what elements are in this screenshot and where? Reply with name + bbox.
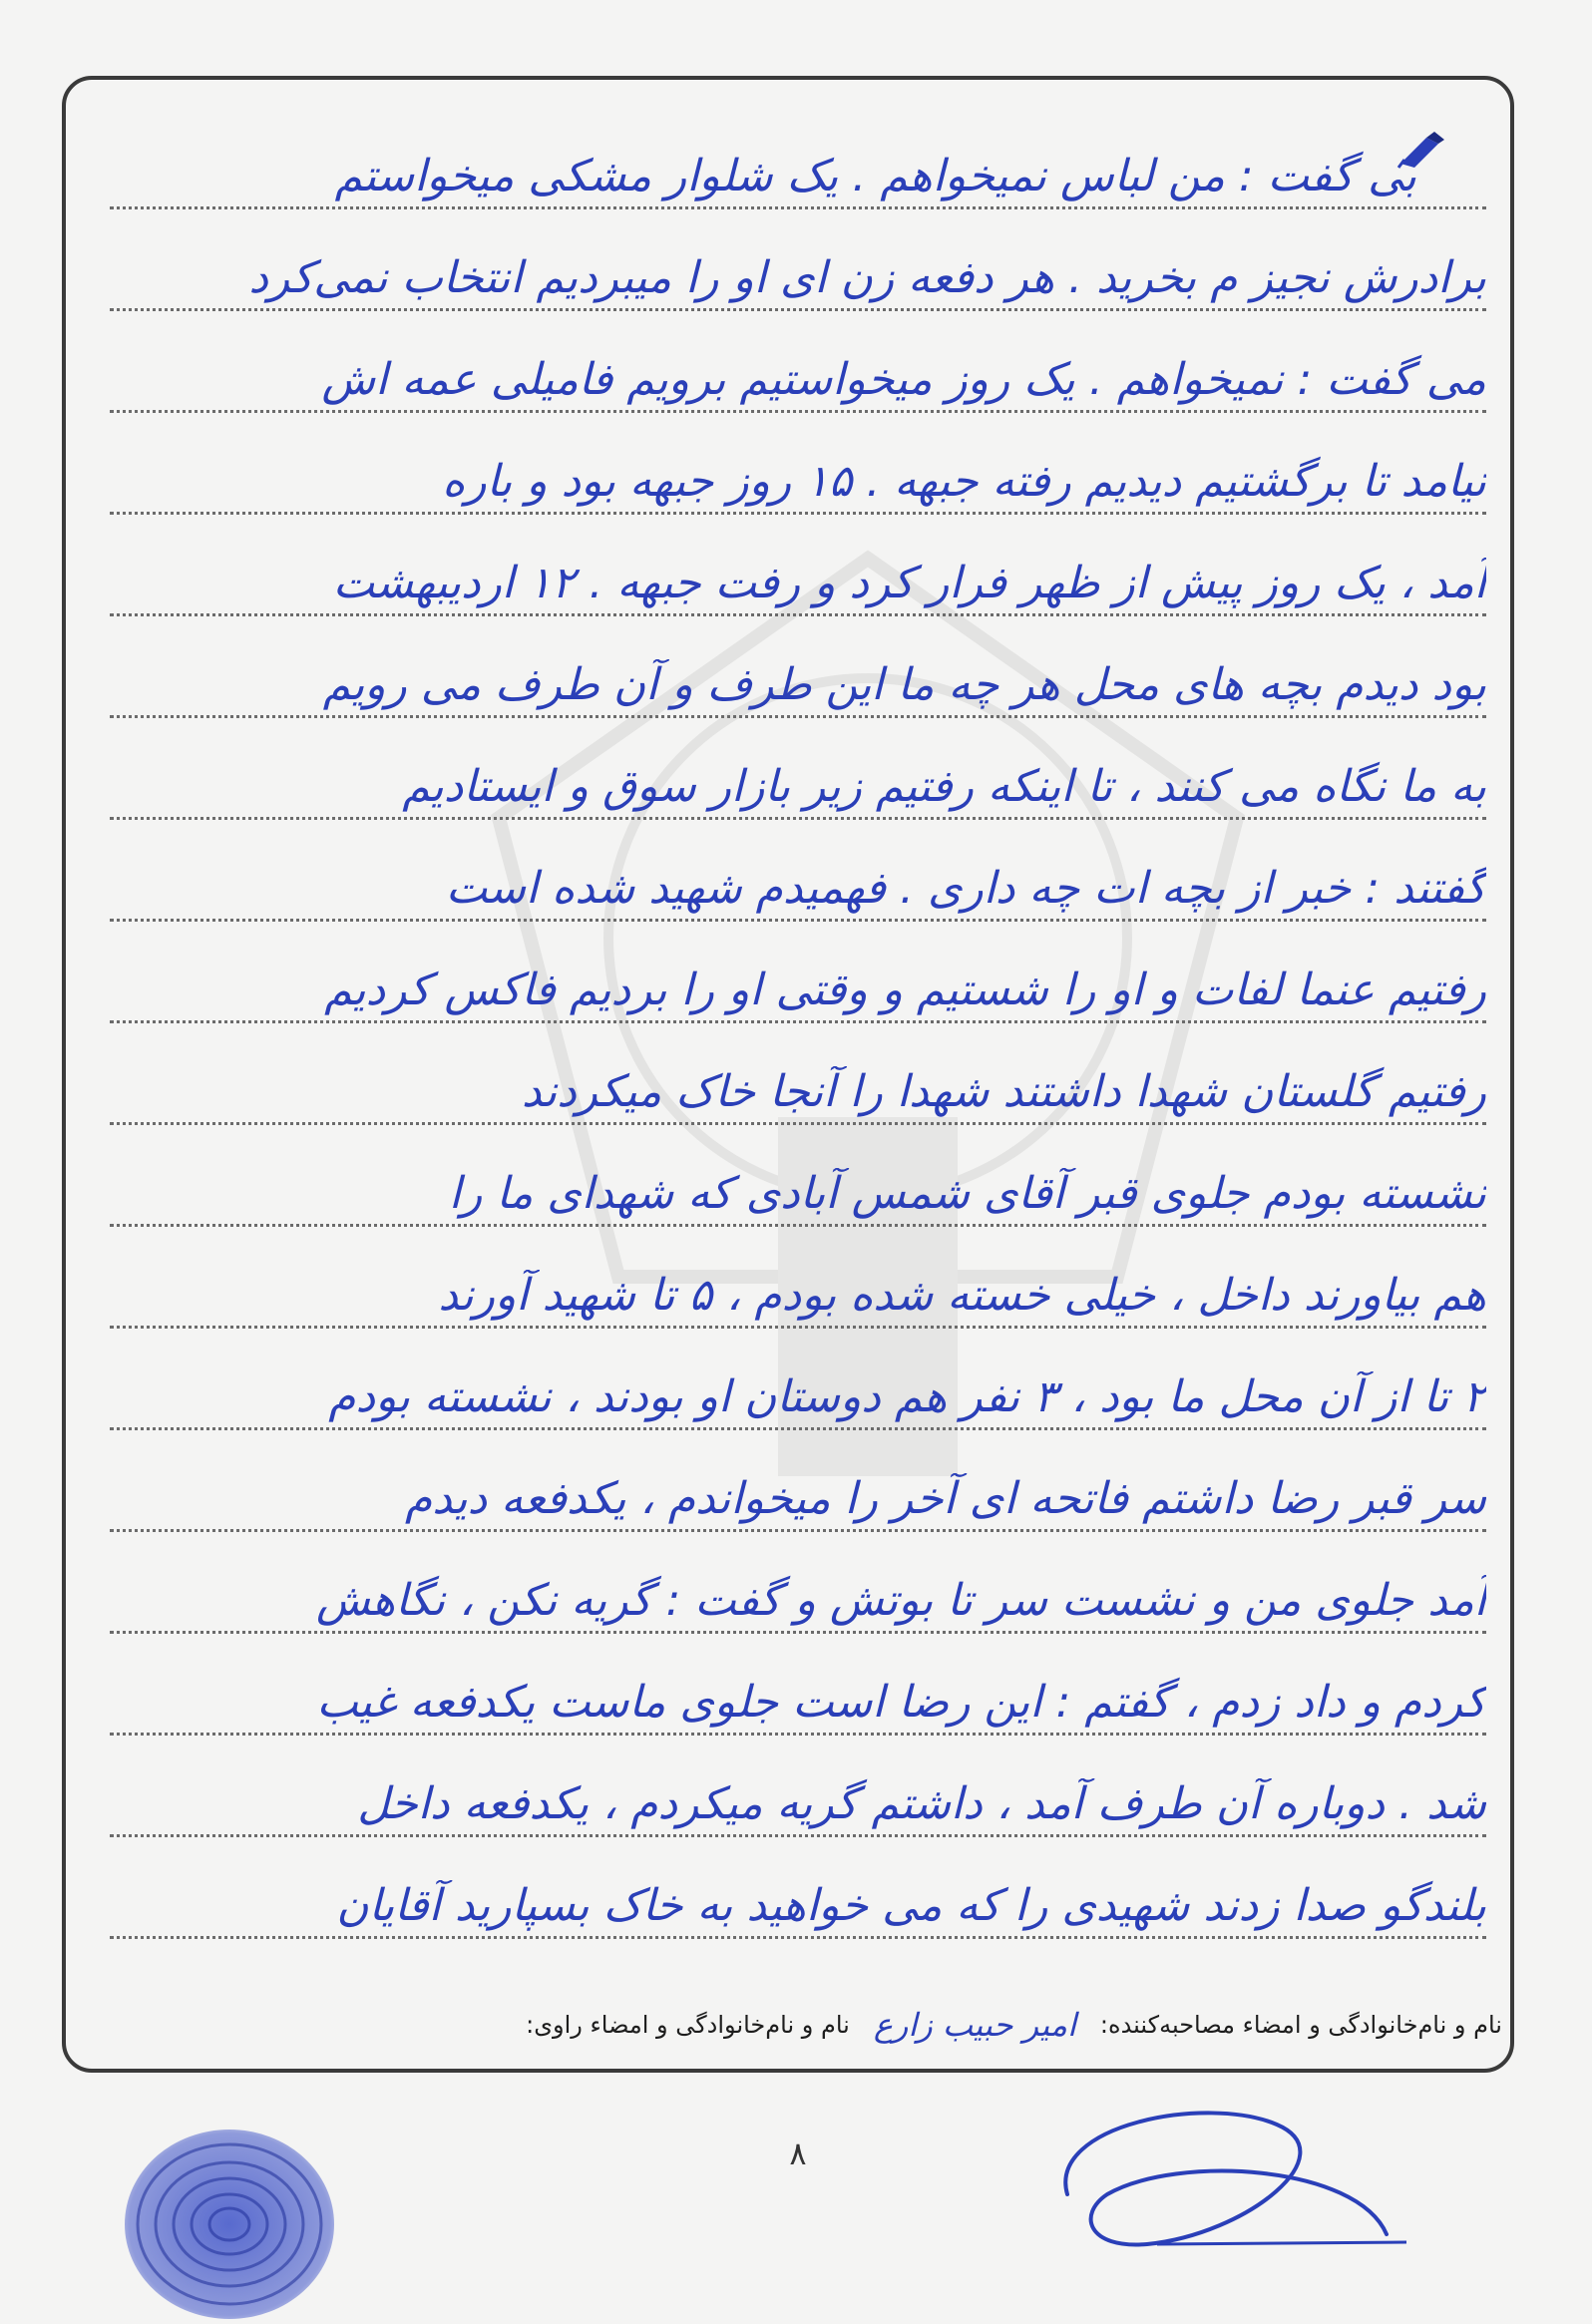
- line-text: آمد جلوی من و نشست سر تا بوتش و گفت : گریه نکن ، نگاهش: [315, 1575, 1486, 1626]
- text-line: [110, 435, 1486, 531]
- text-line: [110, 1554, 1486, 1650]
- line-text: سر قبر رضا داشتم فاتحه ای آخر را میخواندم ، یکدفعه دیدم: [404, 1473, 1486, 1524]
- signature-footer: [100, 1995, 1502, 2055]
- signature: [1027, 2085, 1426, 2264]
- line-text: به ما نگاه می کنند ، تا اینکه رفتیم زیر بازار سوق و ایستادیم: [402, 761, 1486, 812]
- line-text: بود دیدم بچه های محل هر چه ما این طرف و آن طرف می رویم: [322, 659, 1486, 710]
- text-line: [110, 740, 1486, 836]
- interviewer-name: امیر حبیب زارع: [873, 2006, 1076, 2044]
- text-line: [110, 638, 1486, 734]
- text-line: [110, 1656, 1486, 1751]
- line-text: رفتیم گلستان شهدا داشتند شهدا را آنجا خاک میکردند: [521, 1066, 1486, 1117]
- text-line: [110, 1452, 1486, 1548]
- line-text: نشسته بودم جلوی قبر آقای شمس آبادی که شهدای ما را: [448, 1168, 1486, 1219]
- line-text: کردم و داد زدم ، گفتم : این رضا است جلوی ماست یکدفعه غیب: [316, 1677, 1486, 1728]
- narrator-label: نام و نام‌خانوادگی و امضاء راوی:: [526, 2011, 850, 2039]
- line-text: بلندگو صدا زدند شهیدی را که می خواهید به خاک بسپارید آقایان: [336, 1880, 1486, 1931]
- line-text: هم بیاورند داخل ، خیلی خسته شده بودم ، ۵ تا شهید آورند: [438, 1270, 1486, 1321]
- interviewer-label: نام و نام‌خانوادگی و امضاء مصاحبه‌کننده:: [1099, 2011, 1502, 2039]
- text-line: [110, 1859, 1486, 1955]
- text-line: [110, 537, 1486, 632]
- line-text: می گفت : نمیخواهم . یک روز میخواستیم برویم فامیلی عمه اش: [321, 354, 1486, 405]
- line-text: گفتند : خبر از بچه ات چه داری . فهمیدم شهید شده است: [445, 863, 1486, 914]
- text-line: [110, 1351, 1486, 1446]
- line-text: برادرش نجیز م بخرید . هر دفعه زن ای او را میبردیم انتخاب نمی‌کرد: [248, 252, 1486, 303]
- text-line: [110, 1147, 1486, 1243]
- text-line: [110, 1757, 1486, 1853]
- line-text: آمد ، یک روز پیش از ظهر فرار کرد و رفت جبهه . ۱۲ اردیبهشت: [332, 558, 1486, 608]
- text-line: [110, 944, 1486, 1039]
- text-line: [110, 1249, 1486, 1345]
- page-number: ۸: [789, 2134, 807, 2172]
- fingerprint: [120, 2125, 339, 2324]
- text-line: [110, 333, 1486, 429]
- text-line: [110, 130, 1486, 225]
- line-text: شد . دوباره آن طرف آمد ، داشتم گریه میکردم ، یکدفعه داخل: [357, 1778, 1486, 1829]
- text-line: [110, 231, 1486, 327]
- text-line: [110, 1045, 1486, 1141]
- line-text: ۲ تا از آن محل ما بود ، ۳ نفر هم دوستان او بودند ، نشسته بودم: [328, 1371, 1486, 1422]
- line-text: نیامد تا برگشتیم دیدیم رفته جبهه . ۱۵ روز جبهه بود و باره: [442, 456, 1486, 507]
- line-text: رفتیم عنما لفات و او را شستیم و وقتی او را بردیم فاکس کردیم: [324, 965, 1486, 1015]
- text-line: [110, 842, 1486, 938]
- line-text: بی گفت : من لباس نمیخواهم . یک شلوار مشکی میخواستم: [334, 151, 1416, 201]
- handwritten-lines: [110, 130, 1486, 1985]
